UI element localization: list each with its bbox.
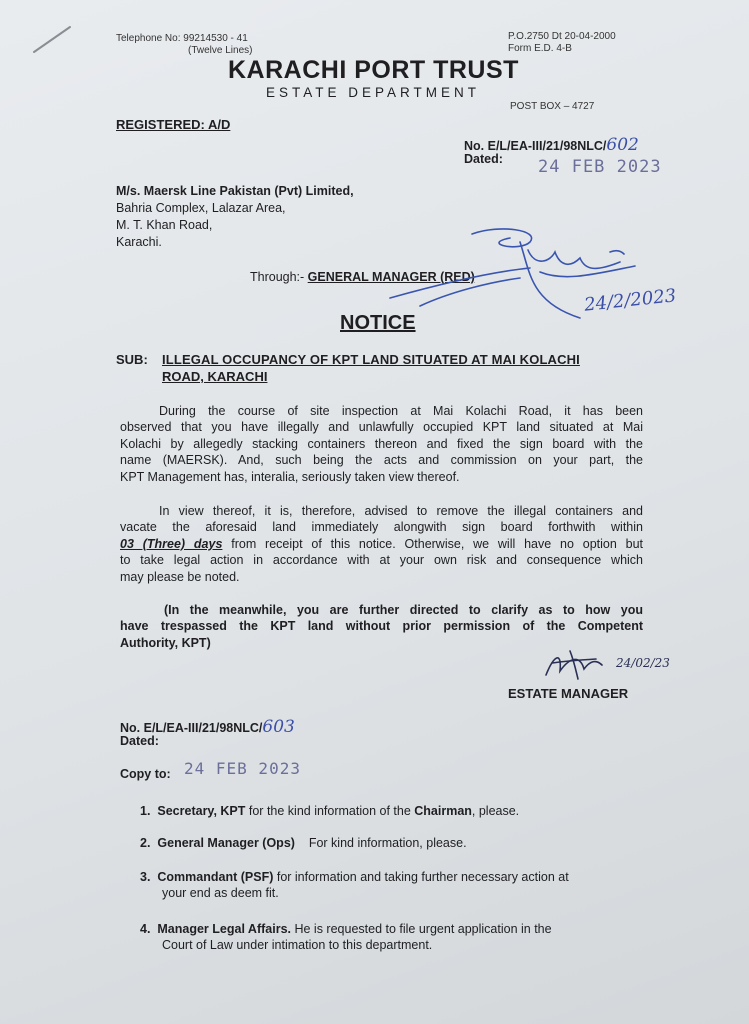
item-text: for information and taking further necessary action at (273, 870, 569, 884)
pen-mark-icon (30, 22, 74, 56)
estate-manager-title: ESTATE MANAGER (508, 686, 629, 701)
telephone-number: Telephone No: 99214530 - 41 (116, 33, 248, 44)
recipient-general-manager: General Manager (Ops) (157, 836, 295, 850)
recipient-chairman: Chairman (414, 804, 472, 818)
twelve-lines: (Twelve Lines) (188, 45, 253, 56)
copy-item-secretary (140, 804, 519, 818)
para1-line: During the course of site inspection at Mai Kolachi Road, it has been (159, 404, 643, 418)
para1-line: observed that you have illegally and unlawfully occupied KPT land situated at Mai (120, 420, 643, 435)
estate-manager-sign-date: 24/02/23 (616, 656, 670, 670)
recipient-legal-affairs: Manager Legal Affairs. (157, 922, 291, 936)
registered-label: REGISTERED: A/D (116, 117, 231, 132)
copy-item-legal (140, 922, 552, 936)
item-number: 2. (140, 836, 151, 850)
para2-line: may please be noted. (120, 569, 240, 584)
para3-line: (In the meanwhile, you are further directed to clarify as to how you (164, 603, 643, 617)
department-title: ESTATE DEPARTMENT (266, 85, 481, 100)
address-line-city: Karachi. (116, 235, 162, 249)
gm-signature-date: 24/2/2023 (583, 285, 678, 316)
item-text: for the kind information of the (245, 804, 415, 818)
address-line-complex: Bahria Complex, Lalazar Area, (116, 201, 286, 215)
item-text: For kind information, please. (294, 836, 467, 850)
copy-to-label: Copy to: (120, 767, 171, 781)
date-stamp: 24 FEB 2023 (538, 157, 662, 177)
paragraph-advice (120, 503, 643, 585)
para2-line: In view thereof, it is, therefore, advised to remove the illegal containers and (159, 504, 643, 518)
post-box: POST BOX – 4727 (510, 101, 595, 112)
item-number: 3. (140, 870, 151, 884)
reference-number-handwritten: 602 (606, 135, 639, 155)
paragraph-observation (120, 403, 643, 485)
subject-line-1: ILLEGAL OCCUPANCY OF KPT LAND SITUATED AT MAI KOLACHI (162, 352, 580, 367)
estate-manager-signature-icon (540, 645, 620, 685)
copy-item-general-manager (140, 836, 467, 850)
deadline-text: 03 (Three) days (120, 536, 223, 551)
para3-line: Authority, KPT) (120, 635, 211, 650)
subject-label: SUB: (116, 352, 148, 367)
copy-item-commandant-line-2: your end as deem fit. (162, 886, 279, 900)
para1-line: Kolachi by allegedly stacking containers thereon and fixed the sign board with the (120, 436, 643, 451)
reference-number-label: No. E/L/EA-III/21/98NLC/ (464, 139, 607, 153)
dated-label: Dated: (464, 152, 503, 166)
para3-line: have trespassed the KPT land without prior permission of the Competent (120, 619, 643, 634)
para1-line: KPT Management has, interalia, seriously taken view thereof. (120, 469, 460, 484)
copy-date-stamp: 24 FEB 2023 (184, 759, 301, 778)
item-text: He is requested to file urgent application in the (291, 922, 552, 936)
po-reference: P.O.2750 Dt 20-04-2000 (508, 31, 616, 42)
item-text: , please. (471, 804, 520, 818)
copy-reference-handwritten: 603 (262, 717, 295, 737)
para2-line: to take legal action in accordance with at your own risk and consequence which (120, 553, 643, 568)
para2-line (120, 536, 643, 552)
item-number: 1. (140, 804, 151, 818)
copy-item-commandant (140, 870, 569, 884)
copy-reference-label: No. E/L/EA-III/21/98NLC/ (120, 721, 263, 735)
item-number: 4. (140, 922, 151, 936)
para1-line: name (MAERSK). And, such being the acts and commission on your part, the (120, 453, 643, 468)
through-general-manager: GENERAL MANAGER (RED) (307, 270, 475, 284)
through-label: Through:- (250, 270, 308, 284)
para2-line3-rest: from receipt of this notice. Otherwise, we will have no option but (222, 536, 643, 551)
organization-title: KARACHI PORT TRUST (228, 56, 519, 84)
recipient-commandant: Commandant (PSF) (157, 870, 274, 884)
subject-line-2: ROAD, KARACHI (162, 369, 268, 384)
form-reference: Form E.D. 4-B (508, 43, 572, 54)
address-line-company: M/s. Maersk Line Pakistan (Pvt) Limited, (116, 184, 354, 198)
copy-item-legal-line-2: Court of Law under intimation to this department. (162, 938, 433, 952)
para2-line: vacate the aforesaid land immediately alongwith sign board forthwith within (120, 520, 643, 535)
recipient-secretary: Secretary, KPT (157, 804, 246, 818)
address-line-road: M. T. Khan Road, (116, 218, 213, 232)
paragraph-clarification (120, 602, 643, 651)
copy-dated-label: Dated: (120, 734, 159, 748)
notice-title: NOTICE (340, 312, 416, 334)
